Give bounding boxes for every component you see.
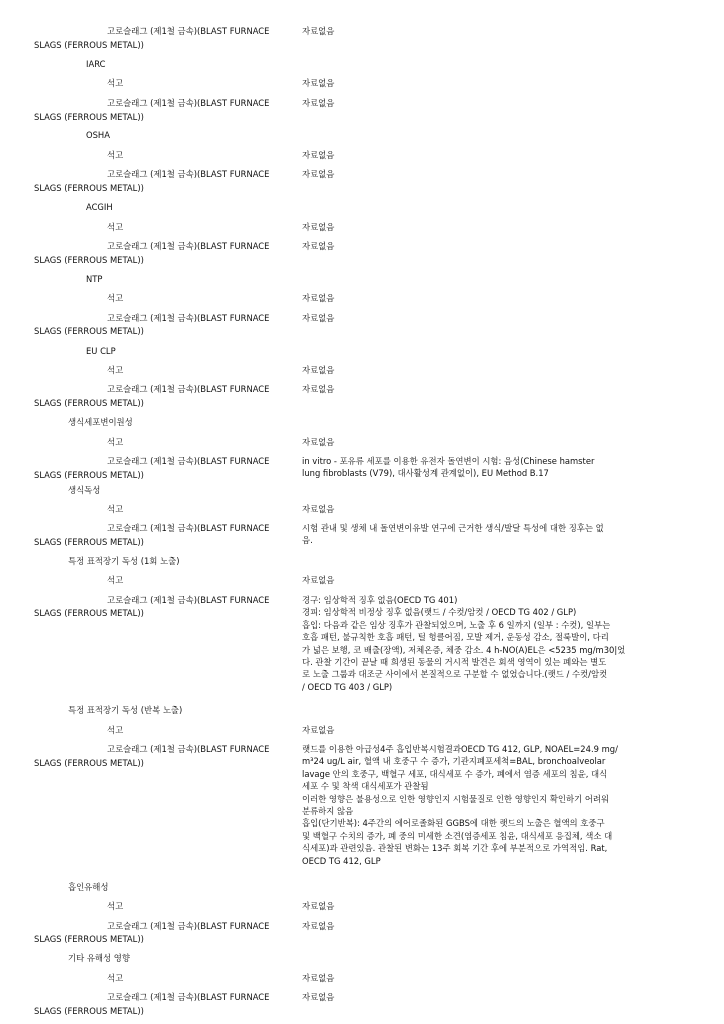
- finding-line: 흡입(단기반복): 4주간의 에어로졸화된 GGBS에 대한 랫드의 노출은 혈액의 호중구: [302, 818, 605, 829]
- substance-gypsum: 석고: [107, 437, 124, 447]
- substance-gypsum: 석고: [107, 973, 124, 983]
- substance-name-line2: SLAGS (FERROUS METAL)): [34, 326, 144, 336]
- substance-name-line2: SLAGS (FERROUS METAL)): [34, 40, 144, 50]
- finding-line: 이러한 영향은 불용성으로 인한 영향인지 시험물질로 인한 영향인지 확인하기 어려워: [302, 793, 610, 804]
- substance-name-line2: SLAGS (FERROUS METAL)): [34, 183, 144, 193]
- finding-line: 다. 관찰 기간이 끝날 때 희생된 동물의 거시적 발견은 회색 영역이 있는 폐와는 별도: [302, 657, 607, 668]
- substance-name-line1: 고로슬래그 (제1철 금속)(BLAST FURNACE: [107, 744, 270, 754]
- substance-gypsum: 석고: [107, 78, 124, 88]
- substance-name-line2: SLAGS (FERROUS METAL)): [34, 470, 144, 480]
- finding-line: 분류하지 않음: [302, 806, 354, 817]
- substance-name-line1: 고로슬래그 (제1철 금속)(BLAST FURNACE: [107, 921, 270, 931]
- value-no-data: 자료없음: [302, 921, 335, 931]
- section-heading-other-hazards: 기타 유해성 영향: [68, 953, 130, 963]
- finding-line: 음.: [302, 535, 313, 546]
- substance-name-line2: SLAGS (FERROUS METAL)): [34, 112, 144, 122]
- substance-gypsum: 석고: [107, 575, 124, 585]
- substance-name-line1: 고로슬래그 (제1철 금속)(BLAST FURNACE: [107, 992, 270, 1002]
- section-heading-aspiration-hazard: 흡인유해성: [68, 882, 109, 892]
- finding-line: OECD TG 412, GLP: [302, 855, 381, 866]
- finding-line: 로 노출 그룹과 대조군 사이에서 본질적으로 구분할 수 없었습니다.(랫드 / 수컷/암컷: [302, 669, 608, 680]
- finding-line: lung fibroblasts (V79), 대사활성계 관계없이), EU Method B.17: [302, 468, 549, 479]
- finding-line: 가 넓은 보행, 코 배출(장액), 저체온증, 체중 감소. 4 h-NO(A)EL은 <5235 mg/m30|었: [302, 644, 626, 655]
- reproductive-finding: [302, 522, 647, 547]
- value-no-data: 자료없음: [302, 973, 335, 983]
- value-no-data: 자료없음: [302, 26, 335, 36]
- value-no-data: 자료없음: [302, 365, 335, 375]
- substance-name-line1: 고로슬래그 (제1철 금속)(BLAST FURNACE: [107, 523, 270, 533]
- finding-line: 식세포)과 관련있음. 관찰된 변화는 13주 회복 기간 후에 부분적으로 가역적임. Rat,: [302, 843, 608, 854]
- stot-repeated-finding: [302, 743, 647, 867]
- finding-line: 세포 수 및 착색 대식세포가 관찰됨: [302, 781, 429, 792]
- substance-gypsum: 석고: [107, 222, 124, 232]
- value-no-data: 자료없음: [302, 725, 335, 735]
- substance-gypsum: 석고: [107, 150, 124, 160]
- substance-gypsum: 석고: [107, 504, 124, 514]
- value-no-data: 자료없음: [302, 901, 335, 911]
- germ-cell-finding: [302, 455, 647, 480]
- value-no-data: 자료없음: [302, 313, 335, 323]
- substance-name-line2: SLAGS (FERROUS METAL)): [34, 758, 144, 768]
- finding-line: 흡입: 다음과 같은 임상 징후가 관찰되었으며, 노출 후 6 일까지 (일부 : 수컷), 일부는: [302, 619, 611, 630]
- section-heading-eu-clp: EU CLP: [86, 346, 116, 356]
- section-heading-acgih: ACGIH: [86, 202, 113, 212]
- stot-single-finding: [302, 594, 647, 693]
- value-no-data: 자료없음: [302, 992, 335, 1002]
- substance-name-line1: 고로슬래그 (제1철 금속)(BLAST FURNACE: [107, 384, 270, 394]
- finding-line: 호흡 패턴, 불규칙한 호흡 패턴, 털 헝클어짐, 모발 제거, 운동성 감소, 절룩발이, 다리: [302, 632, 609, 643]
- finding-line: / OECD TG 403 / GLP): [302, 681, 393, 692]
- substance-name-line1: 고로슬래그 (제1철 금속)(BLAST FURNACE: [107, 98, 270, 108]
- finding-line: 경피: 임상학적 비정상 징후 없음(랫드 / 수컷/암컷 / OECD TG 402 / GLP): [302, 607, 577, 618]
- substance-name-line2: SLAGS (FERROUS METAL)): [34, 537, 144, 547]
- substance-name-line1: 고로슬래그 (제1철 금속)(BLAST FURNACE: [107, 26, 270, 36]
- finding-line: 및 백혈구 수치의 증가, 폐 중의 미세한 소견(염증세포 침윤, 대식세포 응집체, 색소 대: [302, 830, 613, 841]
- substance-name-line2: SLAGS (FERROUS METAL)): [34, 398, 144, 408]
- finding-line: 시험 관내 및 생체 내 돌연변이유발 연구에 근거한 생식/발달 특성에 대한 징후는 없: [302, 523, 604, 533]
- value-no-data: 자료없음: [302, 384, 335, 394]
- substance-name-line1: 고로슬래그 (제1철 금속)(BLAST FURNACE: [107, 169, 270, 179]
- substance-name-line1: 고로슬래그 (제1철 금속)(BLAST FURNACE: [107, 241, 270, 251]
- section-heading-stot-repeated: 특정 표적장기 독성 (반복 노출): [68, 705, 183, 715]
- substance-gypsum: 석고: [107, 293, 124, 303]
- substance-name-line1: 고로슬래그 (제1철 금속)(BLAST FURNACE: [107, 595, 270, 605]
- finding-line: m³24 ug/L air, 혈액 내 호중구 수 증가, 기관지폐포세척=BAL, bronchoalveolar: [302, 756, 606, 767]
- substance-gypsum: 석고: [107, 365, 124, 375]
- substance-name-line2: SLAGS (FERROUS METAL)): [34, 608, 144, 618]
- substance-gypsum: 석고: [107, 901, 124, 911]
- substance-name-line2: SLAGS (FERROUS METAL)): [34, 1006, 144, 1016]
- value-no-data: 자료없음: [302, 78, 335, 88]
- section-heading-iarc: IARC: [86, 59, 106, 69]
- substance-gypsum: 석고: [107, 725, 124, 735]
- value-no-data: 자료없음: [302, 293, 335, 303]
- value-no-data: 자료없음: [302, 222, 335, 232]
- value-no-data: 자료없음: [302, 437, 335, 447]
- value-no-data: 자료없음: [302, 169, 335, 179]
- finding-line: 랫드를 이용한 아급성4주 흡입반복시험결과OECD TG 412, GLP, NOAEL=24.9 mg/: [302, 744, 618, 754]
- section-heading-osha: OSHA: [86, 130, 110, 140]
- value-no-data: 자료없음: [302, 241, 335, 251]
- section-heading-germ-cell-mutagenicity: 생식세포변이원성: [68, 417, 133, 427]
- substance-name-line2: SLAGS (FERROUS METAL)): [34, 934, 144, 944]
- value-no-data: 자료없음: [302, 150, 335, 160]
- section-heading-ntp: NTP: [86, 274, 103, 284]
- substance-name-line1: 고로슬래그 (제1철 금속)(BLAST FURNACE: [107, 313, 270, 323]
- substance-name-line1: 고로슬래그 (제1철 금속)(BLAST FURNACE: [107, 456, 270, 466]
- value-no-data: 자료없음: [302, 575, 335, 585]
- value-no-data: 자료없음: [302, 98, 335, 108]
- section-heading-reproductive-toxicity: 생식독성: [68, 485, 101, 495]
- finding-line: 경구: 임상학적 징후 없음(OECD TG 401): [302, 595, 458, 605]
- finding-line: lavage 안의 호중구, 백혈구 세포, 대식세포 수 증가, 폐에서 염증 세포의 침윤, 대식: [302, 768, 608, 779]
- substance-name-line2: SLAGS (FERROUS METAL)): [34, 255, 144, 265]
- section-heading-stot-single: 특정 표적장기 독성 (1회 노출): [68, 556, 180, 566]
- value-no-data: 자료없음: [302, 504, 335, 514]
- finding-line: in vitro - 포유류 세포를 이용한 유전자 돌연변이 시험: 음성(Chinese hamster: [302, 456, 595, 466]
